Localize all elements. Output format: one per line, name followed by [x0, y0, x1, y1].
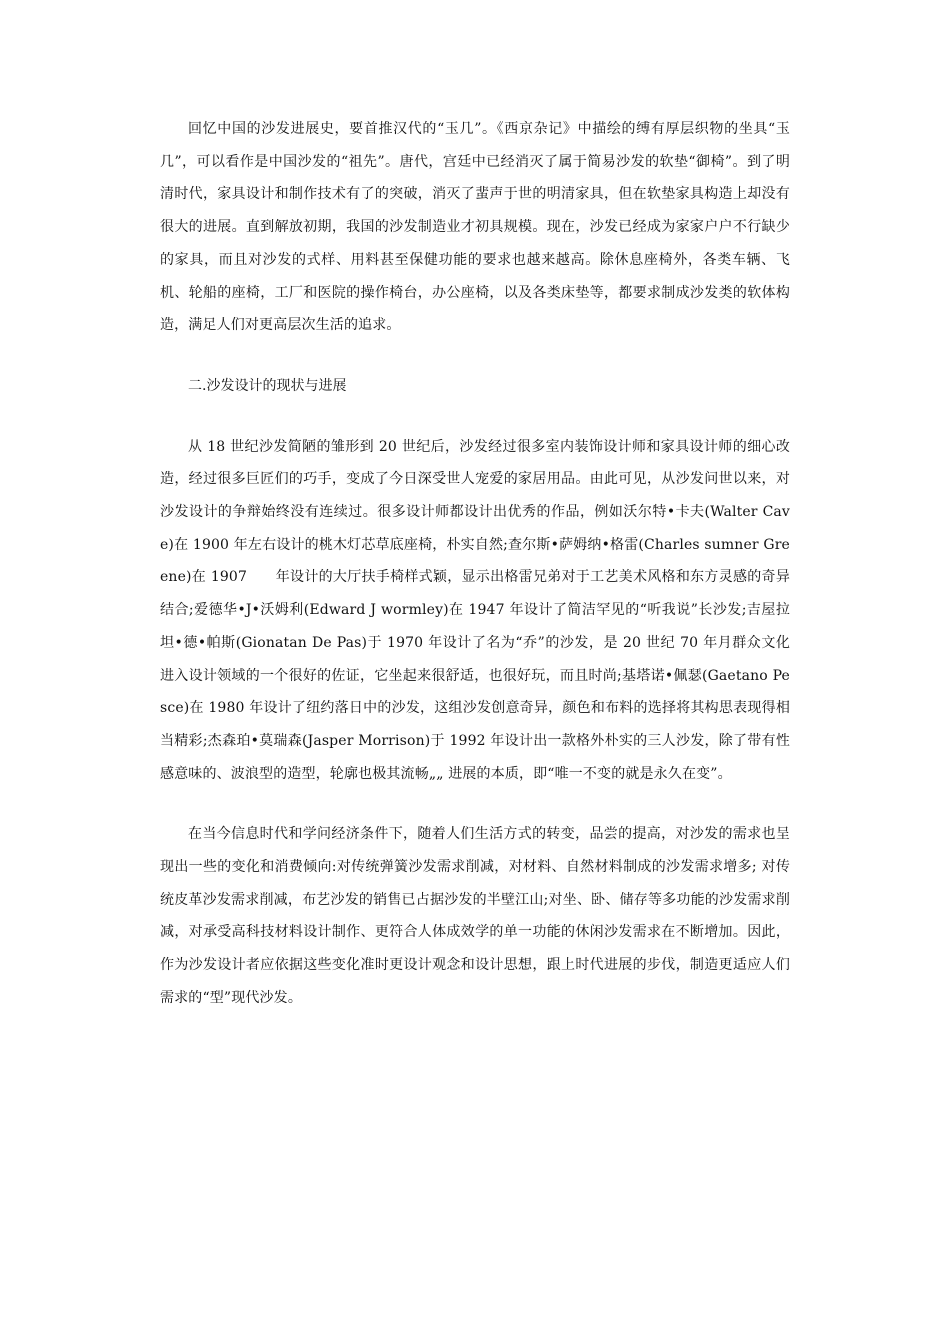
paragraph-design-development: 从 18 世纪沙发简陋的雏形到 20 世纪后，沙发经过很多室内装饰设计师和家具设计师的细心改造，经过很多巨匠们的巧手，变成了今日深受世人宠爱的家居用品。由此可见，从沙发问世以来，对沙发设计的争辩始终没有连续过。很多设计师都设计出优秀的作品，例如沃尔特•卡夫(Walter Cave)在 1900 年左右设计的桃木灯芯草底座椅，朴实自然;查尔斯•萨姆纳•格雷(Charles sumner Greene)在 1907 年设计的大厅扶手椅样式颖，显示出格雷兄弟对于工艺美术风格和东方灵感的奇异结合;爱德华•J•沃姆利(Edward J wormley)在 1947 年设计了简洁罕见的“听我说”长沙发;吉屋拉坦•德•帕斯(Gionatan De Pas)于 1970 年设计了名为“乔”的沙发，是 20 世纪 70 年月群众文化进入设计领域的一个很好的佐证，它坐起来很舒适，也很好玩，而且时尚;基塔诺•佩瑟(Gaetano Pesce)在 1980 年设计了纽约落日中的沙发，这组沙发创意奇异，颜色和布料的选择将其构思表现得相当精彩;杰森珀•莫瑞森(Jasper Morrison)于 1992 年设计出一款格外朴实的三人沙发，除了带有性感意味的、波浪型的造型，轮廓也极其流畅„„ 进展的本质，即“唯一不变的就是永久在变”。: [160, 438, 790, 782]
section-heading: 二.沙发设计的现状与进展: [188, 377, 347, 394]
paragraph-spacer: [160, 403, 790, 431]
paragraph-consumer-trends: 在当今信息时代和学问经济条件下，随着人们生活方式的转变，品尝的提高，对沙发的需求也呈现出一些的变化和消费倾向:对传统弹簧沙发需求削减，对材料、自然材料制成的沙发需求增多; 对传统皮革沙发需求削减，布艺沙发的销售已占据沙发的半壁江山;对坐、卧、储存等多功能的沙发需求削减，对承受高科技材料设计制作、更符合人体成效学的单一功能的休闲沙发需求在不断增加。因此，作为沙发设计者应依据这些变化准时更设计观念和设计思想，跟上时代进展的步伐，制造更适应人们需求的“型”现代沙发。: [160, 826, 790, 1006]
paragraph-spacer: [160, 342, 790, 370]
paragraph-spacer: [160, 790, 790, 818]
paragraph-sofa-history: 回忆中国的沙发进展史，要首推汉代的“玉几”。《西京杂记》中描绘的缚有厚层织物的坐具“玉几”，可以看作是中国沙发的“祖先”。唐代，宫廷中已经消灭了属于简易沙发的软垫“御椅”。到了明清时代，家具设计和制作技术有了的突破，消灭了蜚声于世的明清家具，但在软垫家具构造上却没有很大的进展。直到解放初期，我国的沙发制造业才初具规模。现在，沙发已经成为家家户户不行缺少的家具，而且对沙发的式样、用料甚至保健功能的要求也越来越高。除休息座椅外，各类车辆、飞机、轮船的座椅，工厂和医院的操作椅台，办公座椅，以及各类床垫等，都要求制成沙发类的软体构造，满足人们对更高层次生活的追求。: [160, 121, 790, 334]
document-page: [160, 113, 790, 1015]
